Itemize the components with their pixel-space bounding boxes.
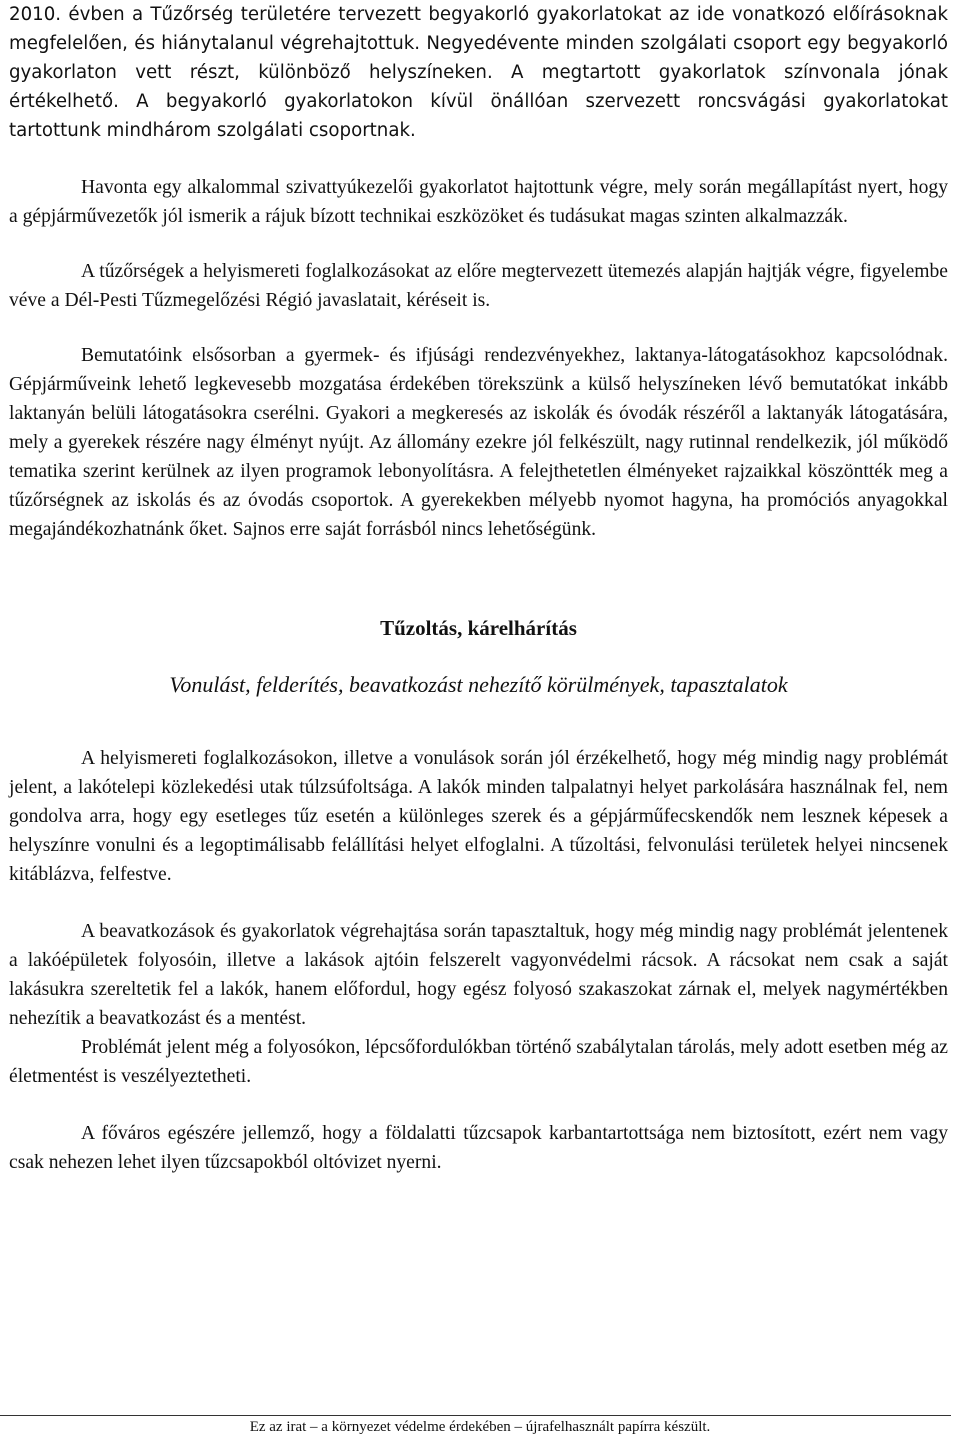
section-subheading: Vonulást, felderítés, beavatkozást nehezítő körülmények, tapasztalatok [169,672,788,697]
section-heading: Tűzoltás, kárelhárítás [380,616,577,640]
paragraph-pump-training: Havonta egy alkalommal szivattyúkezelői gyakorlatot hajtottunk végre, mely során megállapítást nyert, hogy a gépjárművezetők jól ismerik a rájuk bízott technikai eszközöket és tudásukat magas szinten alkalmazzák. [9,177,948,227]
document-page [9,0,948,1177]
paragraph-exercises: 2010. évben a Tűzőrség területére tervezett begyakorló gyakorlatokat az ide vonatkozó előírásoknak megfelelően, és hiánytalanul végrehajtottuk. Negyedévente minden szolgálati csoport egy begyakorló gyakorlaton vett részt, különböző helyszíneken. A megtartott gyakorlatok színvonala jónak értékelhető. A begyakorló gyakorlatokon kívül önállóan szervezett roncsvágási gyakorlatokat tartottunk mindhárom szolgálati csoportnak. [9,4,948,141]
paragraph-local-knowledge: A tűzőrségek a helyismereti foglalkozásokat az előre megtervezett ütemezés alapján hajtják végre, figyelembe véve a Dél-Pesti Tűzmegelőzési Régió javaslatait, kéréseit is. [9,261,948,311]
paragraph-hydrants: A főváros egészére jellemző, hogy a földalatti tűzcsapok karbantartottsága nem biztosított, ezért nem vagy csak nehezen lehet ilyen tűzcsapokból oltóvizet nyerni. [9,1123,948,1173]
paragraph-demonstrations: Bemutatóink elsősorban a gyermek- és ifjúsági rendezvényekhez, laktanya-látogatásokhoz kapcsolódnak. Gépjárműveink lehető legkevesebb mozgatása érdekében törekszünk a külső helyszíneken lévő bemutatókat inkább laktanyán belüli látogatásokra cserélni. Gyakori a megkeresés az iskolák és óvodák részéről a laktanyák látogatására, mely a gyerekek részére nagy élményt nyújt. Az állomány ezekre jól felkészült, nagy rutinnal rendelkezik, jól működő tematika szerint kerülnek az ilyen programok lebonyolításra. A felejthetetlen élményeket rajzaikkal köszöntték meg a tűzőrségnek az iskolás és az óvodás csoportok. A gyerekekben mélyebb nyomot hagyna, ha promóciós anyagokkal megajándékozhatnánk őket. Sajnos erre saját forrásból nincs lehetőségünk. [9,345,948,540]
footer-divider [0,1415,951,1416]
paragraph-traffic-problems: A helyismereti foglalkozásokon, illetve a vonulások során jól érzékelhető, hogy még mindig nagy problémát jelent, a lakótelepi közlekedési utak túlzsúfoltsága. A lakók minden talpalatnyi helyet parkolására használnak fel, nem gondolva arra, hogy egy esetleges tűz esetén a különleges szerek és a gépjárműfecskendők nem lesznek képesek a helyszínre vonulni és a legoptimálisabb felállítási helyet elfoglalni. A tűzoltási, felvonulási területek helyei nincsenek kitáblázva, felfestve. [9,748,948,885]
paragraph-corridor-storage: Problémát jelent még a folyosókon, lépcsőfordulókban történő szabálytalan tárolás, mely adott esetben még az életmentést is veszélyeztetheti. [9,1037,948,1087]
paragraph-security-bars: A beavatkozások és gyakorlatok végrehajtása során tapasztaltuk, hogy még mindig nagy problémát jelentenek a lakóépületek folyosóin, illetve a lakások ajtóin felszerelt vagyonvédelmi rácsok. A rácsokat nem csak a saját lakásukra szereltetik fel a lakók, hanem előfordul, hogy egész folyosó szakaszokat zárnak el, melyek nagymértékben nehezítik a beavatkozást és a mentést. [9,921,948,1029]
footer-note: Ez az irat – a környezet védelme érdekében – újrafelhasznált papírra készült. [249,1419,711,1435]
